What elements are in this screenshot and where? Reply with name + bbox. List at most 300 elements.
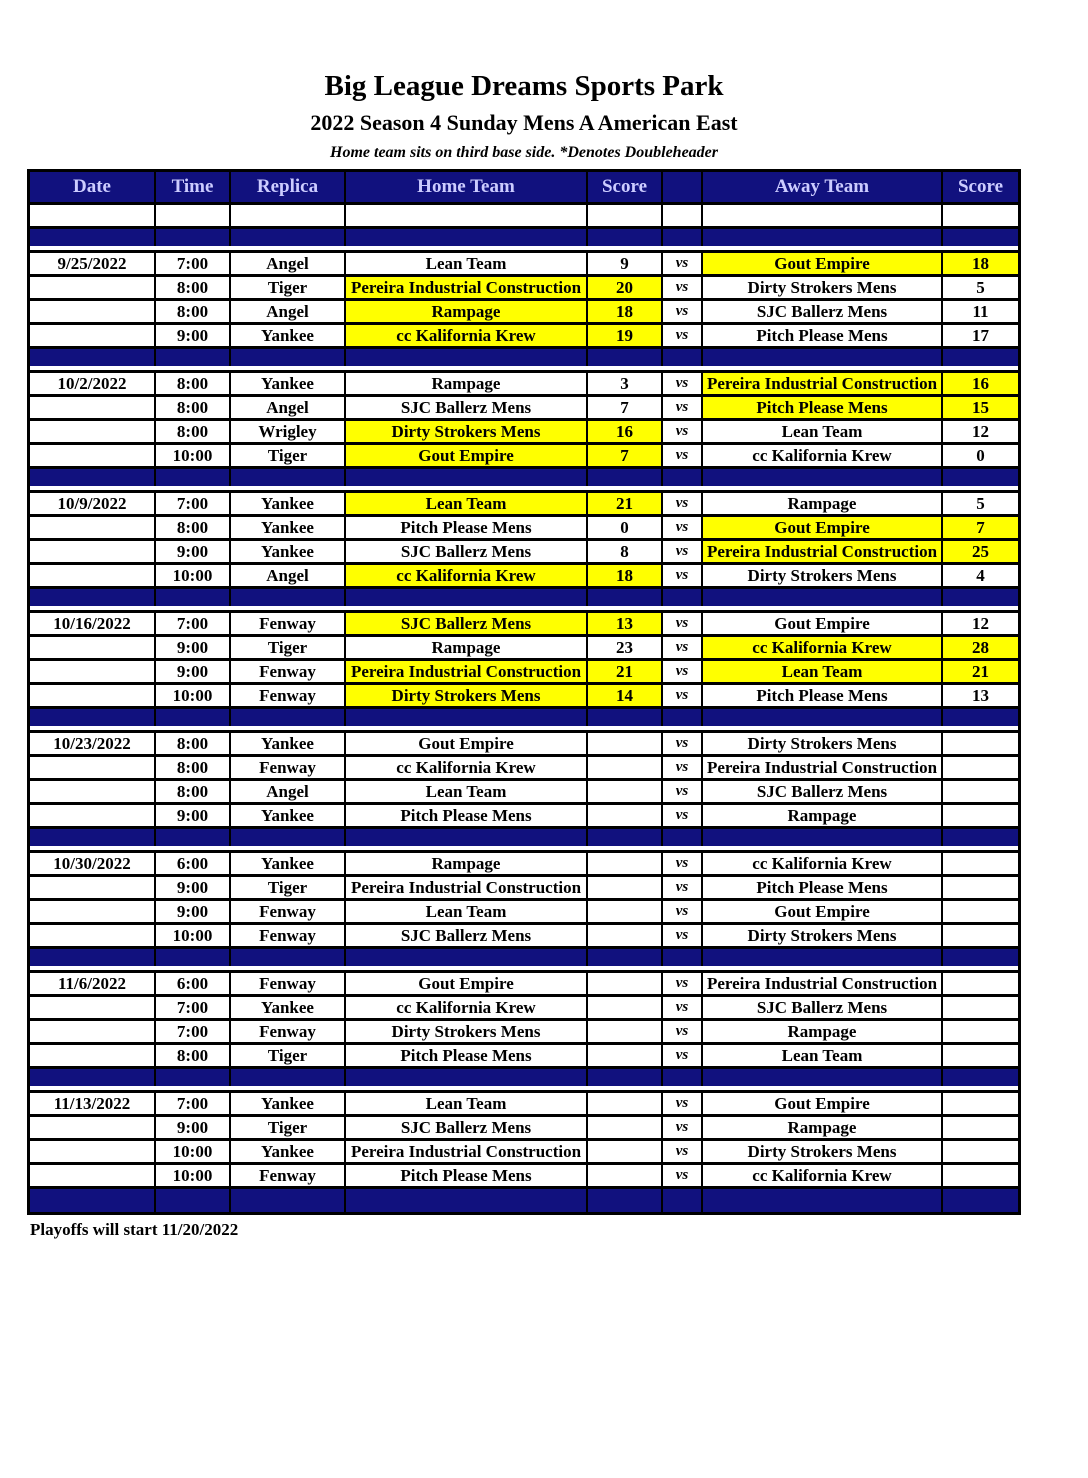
separator-cell (588, 829, 663, 846)
game-date-cell (30, 517, 156, 538)
away-score-cell (943, 1165, 1018, 1186)
header-away-score: Score (943, 172, 1018, 202)
away-score-cell: 16 (943, 373, 1018, 394)
playoffs-note: Playoffs will start 11/20/2022 (30, 1220, 239, 1239)
game-date-cell (30, 1141, 156, 1162)
away-team-cell: Dirty Strokers Mens (703, 733, 943, 754)
separator-cell (943, 229, 1018, 246)
separator-cell (231, 829, 346, 846)
vs-cell: vs (663, 1093, 703, 1114)
separator-cell (663, 229, 703, 246)
section-separator-row (30, 589, 1018, 613)
game-time-cell: 7:00 (156, 253, 231, 274)
game-replica-cell: Yankee (231, 1141, 346, 1162)
away-team-cell: cc Kalifornia Krew (703, 1165, 943, 1186)
vs-cell: vs (663, 757, 703, 778)
away-team-cell: SJC Ballerz Mens (703, 997, 943, 1018)
home-score-cell: 18 (588, 301, 663, 322)
game-date-cell (30, 565, 156, 586)
home-team-cell: Pitch Please Mens (346, 1045, 588, 1066)
separator-cell (943, 829, 1018, 846)
game-replica-cell: Yankee (231, 541, 346, 562)
separator-cell (703, 589, 943, 606)
separator-cell (943, 349, 1018, 366)
vs-cell: vs (663, 493, 703, 514)
game-row (30, 325, 1018, 349)
separator-cell (156, 1189, 231, 1212)
separator-cell (703, 469, 943, 486)
vs-cell: vs (663, 877, 703, 898)
game-replica-cell: Tiger (231, 637, 346, 658)
game-replica-cell: Angel (231, 253, 346, 274)
home-team-cell: Dirty Strokers Mens (346, 421, 588, 442)
home-team-cell: Pereira Industrial Construction (346, 1141, 588, 1162)
game-date-cell (30, 1165, 156, 1186)
game-replica-cell: Yankee (231, 517, 346, 538)
separator-cell (663, 1069, 703, 1086)
home-score-cell (588, 877, 663, 898)
separator-cell (663, 469, 703, 486)
separator-cell (663, 829, 703, 846)
game-time-cell: 7:00 (156, 493, 231, 514)
game-replica-cell: Wrigley (231, 421, 346, 442)
game-row (30, 565, 1018, 589)
game-replica-cell: Fenway (231, 613, 346, 634)
game-time-cell: 8:00 (156, 397, 231, 418)
game-date-cell (30, 421, 156, 442)
away-score-cell (943, 1141, 1018, 1162)
vs-cell: vs (663, 1117, 703, 1138)
game-time-cell: 7:00 (156, 997, 231, 1018)
header-vs-spacer (663, 172, 703, 202)
game-time-cell: 10:00 (156, 565, 231, 586)
home-score-cell: 0 (588, 517, 663, 538)
game-time-cell: 6:00 (156, 973, 231, 994)
away-team-cell: Lean Team (703, 661, 943, 682)
home-score-cell: 19 (588, 325, 663, 346)
away-score-cell (943, 853, 1018, 874)
home-score-cell (588, 1117, 663, 1138)
game-date-cell: 10/16/2022 (30, 613, 156, 634)
game-replica-cell: Fenway (231, 1021, 346, 1042)
home-team-cell: Pitch Please Mens (346, 1165, 588, 1186)
vs-cell: vs (663, 1141, 703, 1162)
blank-row (30, 205, 1018, 229)
home-team-cell: Pereira Industrial Construction (346, 661, 588, 682)
vs-cell: vs (663, 277, 703, 298)
game-replica-cell: Yankee (231, 325, 346, 346)
schedule-table (27, 169, 1021, 1215)
separator-cell (703, 349, 943, 366)
section-separator-row (30, 349, 1018, 373)
game-date-cell: 9/25/2022 (30, 253, 156, 274)
game-time-cell: 8:00 (156, 517, 231, 538)
away-team-cell: cc Kalifornia Krew (703, 445, 943, 466)
separator-cell (231, 709, 346, 726)
away-team-cell: Rampage (703, 1117, 943, 1138)
separator-cell (156, 1069, 231, 1086)
separator-cell (156, 829, 231, 846)
game-date-cell: 10/9/2022 (30, 493, 156, 514)
vs-cell: vs (663, 637, 703, 658)
away-score-cell (943, 1021, 1018, 1042)
away-team-cell: Pereira Industrial Construction (703, 373, 943, 394)
game-replica-cell: Yankee (231, 805, 346, 826)
home-team-cell: cc Kalifornia Krew (346, 325, 588, 346)
separator-cell (231, 1189, 346, 1212)
game-time-cell: 9:00 (156, 541, 231, 562)
separator-cell (588, 229, 663, 246)
home-score-cell (588, 901, 663, 922)
home-team-cell: Rampage (346, 301, 588, 322)
home-team-cell: Gout Empire (346, 973, 588, 994)
separator-cell (346, 709, 588, 726)
game-replica-cell: Yankee (231, 493, 346, 514)
separator-cell (156, 709, 231, 726)
home-score-cell (588, 973, 663, 994)
separator-cell (231, 349, 346, 366)
away-team-cell: Rampage (703, 805, 943, 826)
away-score-cell: 13 (972, 686, 989, 705)
away-team-cell: Gout Empire (703, 517, 943, 538)
game-time-cell: 10:00 (156, 685, 231, 706)
away-score-cell (943, 733, 1018, 754)
game-date-cell (30, 541, 156, 562)
game-time-cell: 9:00 (156, 901, 231, 922)
game-date-cell (30, 877, 156, 898)
game-row (30, 877, 1018, 901)
separator-cell (703, 709, 943, 726)
vs-cell: vs (663, 1021, 703, 1042)
game-replica-cell: Tiger (231, 1045, 346, 1066)
game-date-cell (30, 661, 156, 682)
game-row (30, 901, 1018, 925)
separator-cell (703, 829, 943, 846)
away-team-cell: cc Kalifornia Krew (703, 853, 943, 874)
separator-cell (30, 349, 156, 366)
blank-cell (30, 205, 156, 226)
game-date-cell (30, 445, 156, 466)
game-row (30, 397, 1018, 421)
section-separator-row (30, 709, 1018, 733)
away-score-cell (943, 901, 1018, 922)
home-team-cell: Pitch Please Mens (346, 517, 588, 538)
game-date-cell (30, 277, 156, 298)
game-row (30, 1045, 1018, 1069)
away-team-cell: Gout Empire (703, 613, 943, 634)
home-score-cell (588, 733, 663, 754)
separator-cell (663, 349, 703, 366)
away-team-cell: Lean Team (703, 1045, 943, 1066)
game-row (30, 373, 1018, 397)
game-time-cell: 10:00 (156, 925, 231, 946)
separator-cell (703, 229, 943, 246)
section-separator-row (30, 1069, 1018, 1093)
away-team-cell: Pereira Industrial Construction (703, 973, 943, 994)
home-team-cell: Lean Team (346, 901, 588, 922)
separator-cell (943, 1189, 1018, 1212)
away-score-cell: 11 (972, 302, 989, 321)
blank-cell (588, 205, 663, 226)
game-date-cell: 10/23/2022 (30, 733, 156, 754)
separator-cell (346, 349, 588, 366)
away-score-cell (943, 1093, 1018, 1114)
game-time-cell: 9:00 (156, 325, 231, 346)
separator-cell (588, 349, 663, 366)
home-team-cell: cc Kalifornia Krew (346, 565, 588, 586)
away-score-cell: 17 (972, 326, 989, 345)
game-date-cell: 10/2/2022 (30, 373, 156, 394)
separator-cell (346, 829, 588, 846)
game-row (30, 541, 1018, 565)
game-row (30, 637, 1018, 661)
separator-cell (30, 709, 156, 726)
away-score-cell: 5 (976, 494, 985, 513)
home-score-cell (588, 1093, 663, 1114)
home-score-cell: 18 (588, 565, 663, 586)
game-time-cell: 10:00 (156, 445, 231, 466)
home-team-cell: SJC Ballerz Mens (346, 1117, 588, 1138)
separator-cell (943, 469, 1018, 486)
game-row (30, 445, 1018, 469)
away-score-cell (943, 1117, 1018, 1138)
game-row (30, 685, 1018, 709)
game-time-cell: 7:00 (156, 1093, 231, 1114)
separator-cell (588, 469, 663, 486)
home-score-cell: 14 (588, 685, 663, 706)
vs-cell: vs (663, 445, 703, 466)
game-replica-cell: Tiger (231, 277, 346, 298)
away-team-cell: Pereira Industrial Construction (703, 541, 943, 562)
header-replica: Replica (231, 172, 346, 202)
vs-cell: vs (663, 805, 703, 826)
game-time-cell: 9:00 (156, 1117, 231, 1138)
vs-cell: vs (663, 853, 703, 874)
away-score-cell: 18 (943, 253, 1018, 274)
game-replica-cell: Angel (231, 301, 346, 322)
separator-cell (30, 229, 156, 246)
game-time-cell: 10:00 (156, 1141, 231, 1162)
away-score-cell: 15 (943, 397, 1018, 418)
separator-cell (30, 1189, 156, 1212)
separator-cell (588, 1069, 663, 1086)
home-team-cell: Lean Team (346, 253, 588, 274)
game-row (30, 661, 1018, 685)
home-team-cell: Lean Team (346, 493, 588, 514)
game-row (30, 421, 1018, 445)
separator-cell (346, 589, 588, 606)
separator-cell (346, 1069, 588, 1086)
home-team-cell: Rampage (346, 373, 588, 394)
home-score-cell (588, 1141, 663, 1162)
game-replica-cell: Yankee (231, 1093, 346, 1114)
home-team-cell: Gout Empire (346, 445, 588, 466)
section-separator-row (30, 469, 1018, 493)
game-time-cell: 8:00 (156, 421, 231, 442)
home-team-cell: SJC Ballerz Mens (346, 925, 588, 946)
away-team-cell: SJC Ballerz Mens (703, 781, 943, 802)
vs-cell: vs (663, 253, 703, 274)
home-team-cell: Lean Team (346, 1093, 588, 1114)
game-time-cell: 8:00 (156, 781, 231, 802)
game-replica-cell: Fenway (231, 661, 346, 682)
away-score-cell (943, 781, 1018, 802)
game-time-cell: 8:00 (156, 757, 231, 778)
header-home-score: Score (588, 172, 663, 202)
separator-cell (943, 589, 1018, 606)
home-team-cell: Gout Empire (346, 733, 588, 754)
game-date-cell: 10/30/2022 (30, 853, 156, 874)
home-score-cell: 7 (588, 397, 663, 418)
game-time-cell: 8:00 (156, 733, 231, 754)
game-replica-cell: Fenway (231, 925, 346, 946)
separator-cell (30, 949, 156, 966)
game-date-cell (30, 325, 156, 346)
separator-cell (156, 949, 231, 966)
game-date-cell (30, 925, 156, 946)
separator-cell (346, 1189, 588, 1212)
away-score-cell: 4 (976, 566, 985, 585)
page-subtitle: 2022 Season 4 Sunday Mens A American East (310, 110, 738, 135)
home-score-cell: 20 (588, 277, 663, 298)
game-row (30, 733, 1018, 757)
game-time-cell: 8:00 (156, 1045, 231, 1066)
away-score-cell: 28 (943, 637, 1018, 658)
blank-cell (703, 205, 943, 226)
away-score-cell: 21 (943, 661, 1018, 682)
game-row (30, 925, 1018, 949)
separator-cell (30, 829, 156, 846)
separator-cell (346, 229, 588, 246)
vs-cell: vs (663, 301, 703, 322)
separator-cell (231, 229, 346, 246)
home-score-cell (588, 805, 663, 826)
separator-cell (588, 949, 663, 966)
away-score-cell (943, 925, 1018, 946)
separator-cell (156, 229, 231, 246)
away-score-cell: 5 (976, 278, 985, 297)
home-team-cell: SJC Ballerz Mens (346, 541, 588, 562)
vs-cell: vs (663, 661, 703, 682)
game-date-cell (30, 997, 156, 1018)
game-date-cell (30, 685, 156, 706)
away-team-cell: Pereira Industrial Construction (703, 757, 943, 778)
separator-cell (30, 1069, 156, 1086)
vs-cell: vs (663, 397, 703, 418)
vs-cell: vs (663, 421, 703, 442)
game-replica-cell: Tiger (231, 1117, 346, 1138)
blank-cell (943, 205, 1018, 226)
away-score-cell (943, 997, 1018, 1018)
away-team-cell: Dirty Strokers Mens (703, 1141, 943, 1162)
home-score-cell (588, 757, 663, 778)
game-row (30, 973, 1018, 997)
separator-cell (703, 1069, 943, 1086)
vs-cell: vs (663, 973, 703, 994)
away-score-cell (943, 757, 1018, 778)
home-team-cell: Dirty Strokers Mens (346, 1021, 588, 1042)
away-team-cell: Rampage (703, 1021, 943, 1042)
home-team-cell: Dirty Strokers Mens (346, 685, 588, 706)
home-team-cell: cc Kalifornia Krew (346, 997, 588, 1018)
separator-cell (943, 1069, 1018, 1086)
away-score-cell: 12 (972, 614, 989, 633)
home-score-cell (588, 1045, 663, 1066)
away-team-cell: Dirty Strokers Mens (703, 565, 943, 586)
away-team-cell: Dirty Strokers Mens (703, 925, 943, 946)
separator-cell (588, 709, 663, 726)
away-team-cell: Lean Team (703, 421, 943, 442)
blank-cell (663, 205, 703, 226)
game-replica-cell: Angel (231, 397, 346, 418)
header-away-team: Away Team (703, 172, 943, 202)
game-row (30, 1117, 1018, 1141)
game-time-cell: 10:00 (156, 1165, 231, 1186)
game-date-cell (30, 301, 156, 322)
away-score-cell: 25 (943, 541, 1018, 562)
game-date-cell (30, 1045, 156, 1066)
game-time-cell: 9:00 (156, 877, 231, 898)
away-team-cell: Gout Empire (703, 901, 943, 922)
home-score-cell (588, 997, 663, 1018)
home-team-cell: SJC Ballerz Mens (346, 397, 588, 418)
game-row (30, 1141, 1018, 1165)
separator-cell (663, 1189, 703, 1212)
vs-cell: vs (663, 517, 703, 538)
blank-cell (346, 205, 588, 226)
separator-cell (156, 589, 231, 606)
game-replica-cell: Yankee (231, 733, 346, 754)
away-team-cell: cc Kalifornia Krew (703, 637, 943, 658)
separator-cell (231, 589, 346, 606)
away-score-cell: 0 (976, 446, 985, 465)
vs-cell: vs (663, 325, 703, 346)
section-separator-row (30, 829, 1018, 853)
game-time-cell: 7:00 (156, 1021, 231, 1042)
home-team-cell: Pitch Please Mens (346, 805, 588, 826)
away-team-cell: Pitch Please Mens (703, 397, 943, 418)
game-date-cell: 11/6/2022 (30, 973, 156, 994)
header-date: Date (30, 172, 156, 202)
away-score-cell (943, 973, 1018, 994)
game-row (30, 277, 1018, 301)
game-row (30, 781, 1018, 805)
home-score-cell: 21 (588, 493, 663, 514)
game-row (30, 517, 1018, 541)
separator-cell (663, 709, 703, 726)
home-score-cell: 7 (588, 445, 663, 466)
vs-cell: vs (663, 733, 703, 754)
game-row (30, 1093, 1018, 1117)
separator-cell (703, 1189, 943, 1212)
away-score-cell: 12 (972, 422, 989, 441)
game-replica-cell: Tiger (231, 445, 346, 466)
game-replica-cell: Fenway (231, 973, 346, 994)
separator-cell (346, 949, 588, 966)
home-score-cell: 3 (588, 373, 663, 394)
vs-cell: vs (663, 373, 703, 394)
header-time: Time (156, 172, 231, 202)
vs-cell: vs (663, 1045, 703, 1066)
section-separator-row (30, 229, 1018, 253)
table-header-row (30, 172, 1018, 205)
away-team-cell: Pitch Please Mens (703, 325, 943, 346)
game-time-cell: 9:00 (156, 637, 231, 658)
game-date-cell (30, 1117, 156, 1138)
vs-cell: vs (663, 901, 703, 922)
home-team-cell: Pereira Industrial Construction (346, 877, 588, 898)
game-time-cell: 6:00 (156, 853, 231, 874)
